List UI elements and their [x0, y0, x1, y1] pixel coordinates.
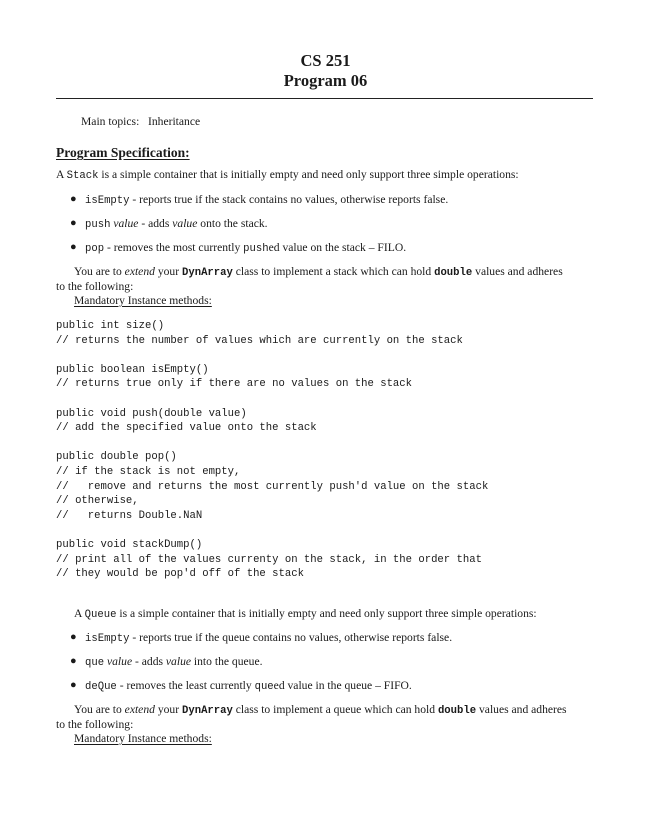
- code-line: [56, 392, 488, 407]
- code-line: public double pop(): [56, 451, 177, 464]
- para-c: class to implement a stack which can hold: [232, 265, 435, 278]
- code-line: public int size(): [56, 320, 165, 332]
- code-line: // returns the number of values which are currently on the stack: [56, 334, 463, 347]
- stack-bullet-isempty: [70, 193, 449, 207]
- bullet-text-pre: - adds: [132, 655, 166, 668]
- stack-methods-label: Mandatory Instance methods:: [74, 294, 212, 307]
- code-line: [56, 523, 488, 538]
- para-a: You are to: [74, 265, 125, 278]
- code-line: // print all of the values currenty on the stack, in the order that: [56, 553, 482, 566]
- bullet-text: - reports true if the queue contains no values, otherwise reports false.: [129, 631, 453, 644]
- para-d: values and adheres: [476, 703, 567, 716]
- bullet-text: onto the stack.: [197, 217, 268, 230]
- header-rule: [56, 98, 593, 99]
- bullet-text: ed value on the stack – FILO.: [268, 241, 407, 254]
- bullet-code2: push: [243, 243, 269, 255]
- para-code2: double: [437, 705, 477, 717]
- code-line: public void stackDump(): [56, 538, 203, 551]
- bullet-text: ed value in the queue – FIFO.: [273, 679, 412, 692]
- para-b: your: [154, 703, 182, 716]
- stack-bullet-pop: [70, 241, 407, 255]
- queue-methods-label: Mandatory Instance methods:: [74, 732, 212, 745]
- bullet-code: push: [85, 219, 111, 231]
- bullet-code: isEmpty: [85, 633, 130, 645]
- stack-paragraph-line1: [74, 265, 563, 279]
- bullet-icon: ●: [70, 217, 77, 229]
- bullet-icon: ●: [70, 679, 77, 691]
- stack-bullet-push: [70, 217, 268, 231]
- topics-value: Inheritance: [148, 115, 201, 128]
- stack-intro: [56, 168, 519, 182]
- para-code1: DynArray: [182, 267, 233, 279]
- code-line: [56, 348, 488, 363]
- queue-intro-pre: A: [74, 607, 82, 620]
- stack-intro-code: Stack: [66, 170, 99, 182]
- topics-label: Main topics:: [81, 115, 140, 128]
- para-em: extend: [124, 703, 155, 716]
- bullet-arg2: value: [172, 217, 198, 230]
- stack-code-block: [56, 319, 488, 582]
- bullet-icon: ●: [70, 193, 77, 205]
- para-a: You are to: [74, 703, 125, 716]
- bullet-arg: value: [106, 655, 133, 668]
- bullet-code: que: [85, 657, 105, 669]
- stack-paragraph-line2: to the following:: [56, 280, 134, 293]
- bullet-code: isEmpty: [85, 195, 130, 207]
- bullet-code: deQue: [85, 681, 117, 693]
- queue-intro-post: is a simple container that is initially empty and need only support three simple operations:: [119, 607, 537, 620]
- queue-intro-code: Queue: [84, 609, 117, 621]
- code-line: // returns true only if there are no values on the stack: [56, 378, 413, 391]
- code-line: // if the stack is not empty,: [56, 465, 241, 478]
- code-line: [56, 436, 488, 451]
- bullet-text-pre: - adds: [138, 217, 173, 230]
- bullet-text: into the queue.: [191, 655, 263, 668]
- bullet-arg: value: [113, 217, 139, 230]
- bullet-icon: ●: [70, 241, 77, 253]
- course-title: CS 251: [300, 51, 351, 70]
- code-line: public boolean isEmpty(): [56, 363, 209, 376]
- code-line: // otherwise,: [56, 495, 139, 508]
- queue-bullet-isempty: [70, 631, 453, 645]
- bullet-text-pre: - removes the most currently: [104, 241, 244, 254]
- para-b: your: [154, 265, 182, 278]
- bullet-icon: ●: [70, 631, 77, 643]
- para-c: class to implement a queue which can hold: [232, 703, 438, 716]
- queue-paragraph-line2: to the following:: [56, 718, 134, 731]
- code-line: // remove and returns the most currently push'd value on the stack: [56, 480, 489, 493]
- para-code1: DynArray: [182, 705, 233, 717]
- code-line: // they would be pop'd off of the stack: [56, 568, 304, 581]
- spec-heading: Program Specification:: [56, 145, 190, 160]
- queue-bullet-que: [70, 655, 263, 669]
- bullet-text: - reports true if the stack contains no values, otherwise reports false.: [129, 193, 449, 206]
- para-code2: double: [434, 267, 473, 279]
- queue-paragraph-line1: [74, 703, 567, 717]
- code-line: public void push(double value): [56, 407, 247, 420]
- program-title: Program 06: [283, 71, 368, 90]
- bullet-code2: que: [254, 681, 274, 693]
- queue-bullet-deque: [70, 679, 412, 693]
- para-d: values and adheres: [472, 265, 563, 278]
- stack-intro-post: is a simple container that is initially empty and need only support three simple operations:: [101, 168, 519, 181]
- code-line: // returns Double.NaN: [56, 509, 203, 522]
- bullet-icon: ●: [70, 655, 77, 667]
- bullet-text-pre: - removes the least currently: [116, 679, 255, 692]
- code-line: // add the specified value onto the stack: [56, 422, 317, 435]
- stack-intro-pre: A: [56, 168, 64, 181]
- queue-intro: [74, 607, 537, 621]
- bullet-code: pop: [85, 243, 105, 255]
- para-em: extend: [124, 265, 155, 278]
- topics-line: [81, 115, 200, 128]
- bullet-arg2: value: [165, 655, 192, 668]
